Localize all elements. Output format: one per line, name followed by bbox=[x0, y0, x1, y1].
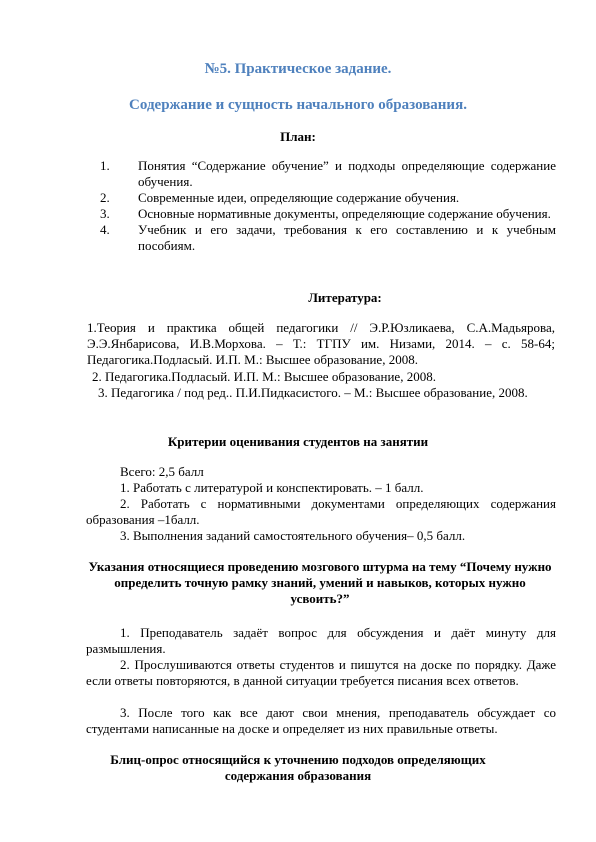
plan-item-number: 3. bbox=[100, 206, 110, 221]
plan-item-text: Основные нормативные документы, определяющие содержание обучения. bbox=[138, 206, 551, 221]
criteria-heading: Критерии оценивания студентов на занятии bbox=[167, 434, 429, 449]
criteria-item: 3. Выполнения заданий самостоятельного обучения– 0,5 балл. bbox=[120, 528, 466, 543]
topic-title: Содержание и сущность начального образования. bbox=[129, 97, 467, 113]
plan-item bbox=[78, 222, 556, 254]
criteria-item: 2. Работать с нормативными документами определяющих содержания образования –1балл. bbox=[86, 496, 556, 527]
task-title: №5. Практическое задание. bbox=[204, 61, 392, 77]
plan-item bbox=[78, 158, 556, 190]
plan-item bbox=[78, 206, 556, 222]
literature-heading: Литература: bbox=[308, 290, 382, 305]
plan-item-number: 1. bbox=[100, 158, 110, 173]
brainstorm-item: 3. После того как все дают свои мнения, преподаватель обсуждает со студентами написанные на доске и определяет из них правильные ответы. bbox=[86, 705, 556, 736]
criteria-total: Всего: 2,5 балл bbox=[120, 464, 204, 479]
plan-heading: План: bbox=[280, 129, 316, 144]
plan-list bbox=[78, 158, 556, 254]
literature-item: 1.Теория и практика общей педагогики // Э.Р.Юзликаева, С.А.Мадьярова, Э.Э.Янбарисова, И.В.Морхова. – Т.: ТГПУ им. Низами, 2014. – с. 58-64; Педагогика.Подласый. И.П. М.: Высшее образование, 2008. bbox=[87, 320, 555, 367]
plan-item-text: Понятия “Содержание обучение” и подходы определяющие содержание обучения. bbox=[138, 158, 556, 189]
plan-item-text: Учебник и его задачи, требования к его составлению и к учебным пособиям. bbox=[138, 222, 556, 253]
brainstorm-heading: Указания относящиеся проведению мозгового штурма на тему “Почему нужно определить точную рамку знаний, умений и навыков, которых нужно усвоить?” bbox=[88, 559, 552, 606]
plan-item-number: 4. bbox=[100, 222, 110, 237]
plan-item-number: 2. bbox=[100, 190, 110, 205]
literature-item: 2. Педагогика.Подласый. И.П. М.: Высшее образование, 2008. bbox=[92, 369, 436, 384]
criteria-item: 1. Работать с литературой и конспектировать. – 1 балл. bbox=[120, 480, 424, 495]
plan-item-text: Современные идеи, определяющие содержание обучения. bbox=[138, 190, 460, 205]
plan-item bbox=[78, 190, 556, 206]
brainstorm-item: 1. Преподаватель задаёт вопрос для обсуждения и даёт минуту для размышления. bbox=[86, 625, 556, 656]
brainstorm-item: 2. Прослушиваются ответы студентов и пишутся на доске по порядку. Даже если ответы повторяются, в данной ситуации требуется писания всех ответов. bbox=[86, 657, 556, 688]
blitz-heading: Блиц-опрос относящийся к уточнению подходов определяющих содержания образования bbox=[110, 752, 486, 783]
literature-item: 3. Педагогика / под ред.. П.И.Пидкасистого. – М.: Высшее образование, 2008. bbox=[98, 385, 528, 400]
